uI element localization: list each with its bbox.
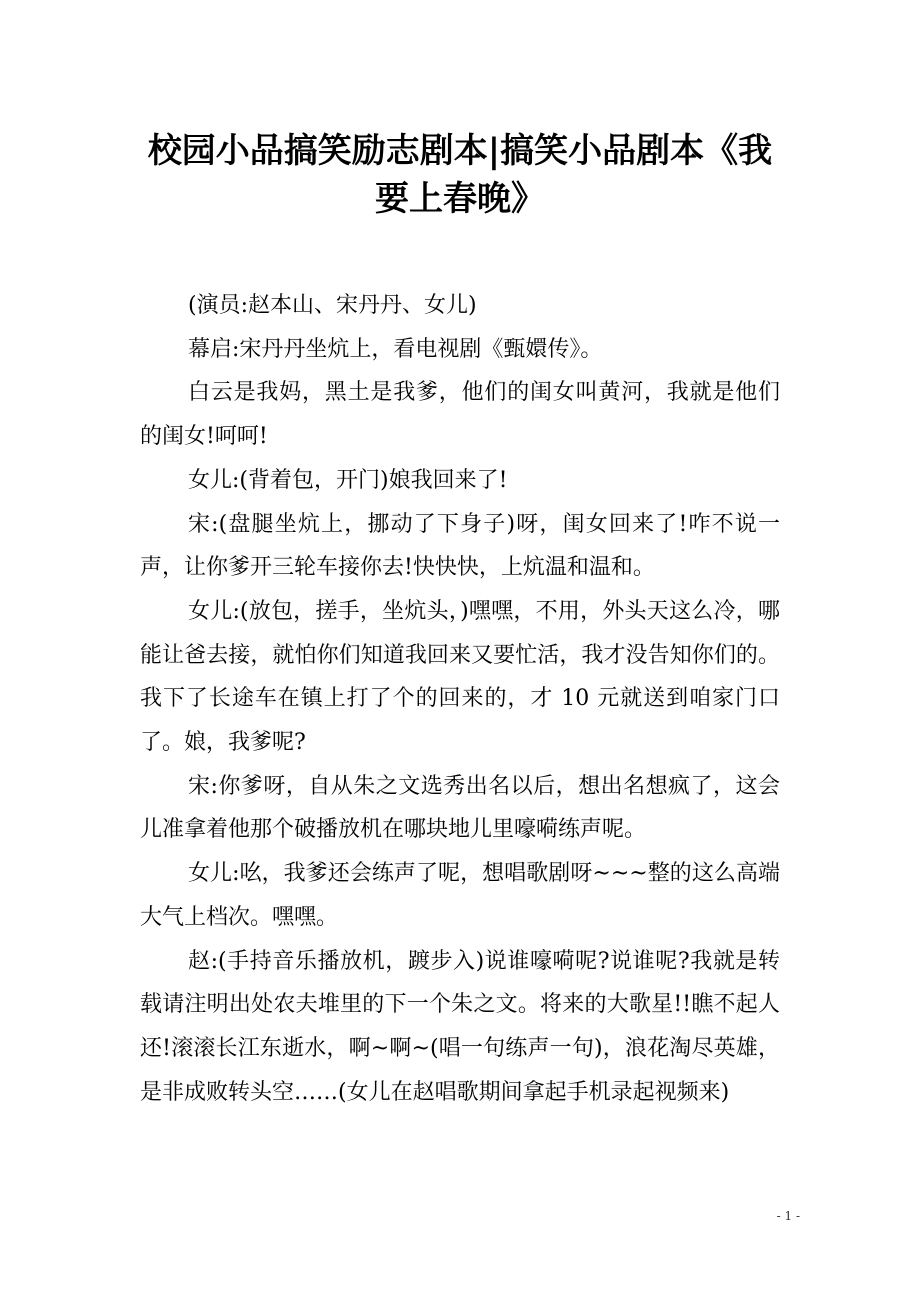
paragraph-daughter-explains: 女儿:(放包，搓手，坐炕头，)嘿嘿，不用，外头天这么冷，哪能让爸去接，就怕你们知道我回来又要忙活，我才没告知你们的。我下了长途车在镇上打了个的回来的，才 10 元就送到咱家门口了。娘，我爹呢? <box>140 598 780 756</box>
paragraph-daughter-reacts: 女儿:吆，我爹还会练声了呢，想唱歌剧呀~~~整的这么高端大气上档次。嘿嘿。 <box>140 861 780 930</box>
paragraph-daughter-enters: 女儿:(背着包，开门)娘我回来了! <box>188 467 508 493</box>
paragraph-cast: (演员:赵本山、宋丹丹、女儿) <box>188 293 477 318</box>
paragraph-zhao-enters: 赵:(手持音乐播放机，踱步入)说谁嚎嗬呢?说谁呢?我就是转载请注明出处农夫堆里的下一个朱之文。将来的大歌星!!瞧不起人还!滚滚长江东逝水，啊~啊~(唱一句练声一句)，浪花淘尽英雄，是非成败转头空……(女儿在赵唱歌期间拿起手机录起视频来) <box>140 948 780 1105</box>
paragraph-song-greets: 宋:(盘腿坐炕上，挪动了下身子)呀，闺女回来了!咋不说一声，让你爹开三轮车接你去!快快快，上炕温和温和。 <box>140 511 780 581</box>
paragraph-scene-open: 幕启:宋丹丹坐炕上，看电视剧《甄嬛传》。 <box>188 336 603 362</box>
paragraph-intro: 白云是我妈，黑土是我爹，他们的闺女叫黄河，我就是他们的闺女!呵呵! <box>140 380 780 450</box>
paragraph-song-about-dad: 宋:你爹呀，自从朱之文选秀出名以后，想出名想疯了，这会儿准拿着他那个破播放机在哪块地儿里嚎嗬练声呢。 <box>140 773 780 843</box>
page-number: - 1 - <box>776 1209 800 1223</box>
document-title: 校园小品搞笑励志剧本|搞笑小品剧本《我要上春晚》 <box>147 131 773 219</box>
document-body <box>140 284 780 1114</box>
